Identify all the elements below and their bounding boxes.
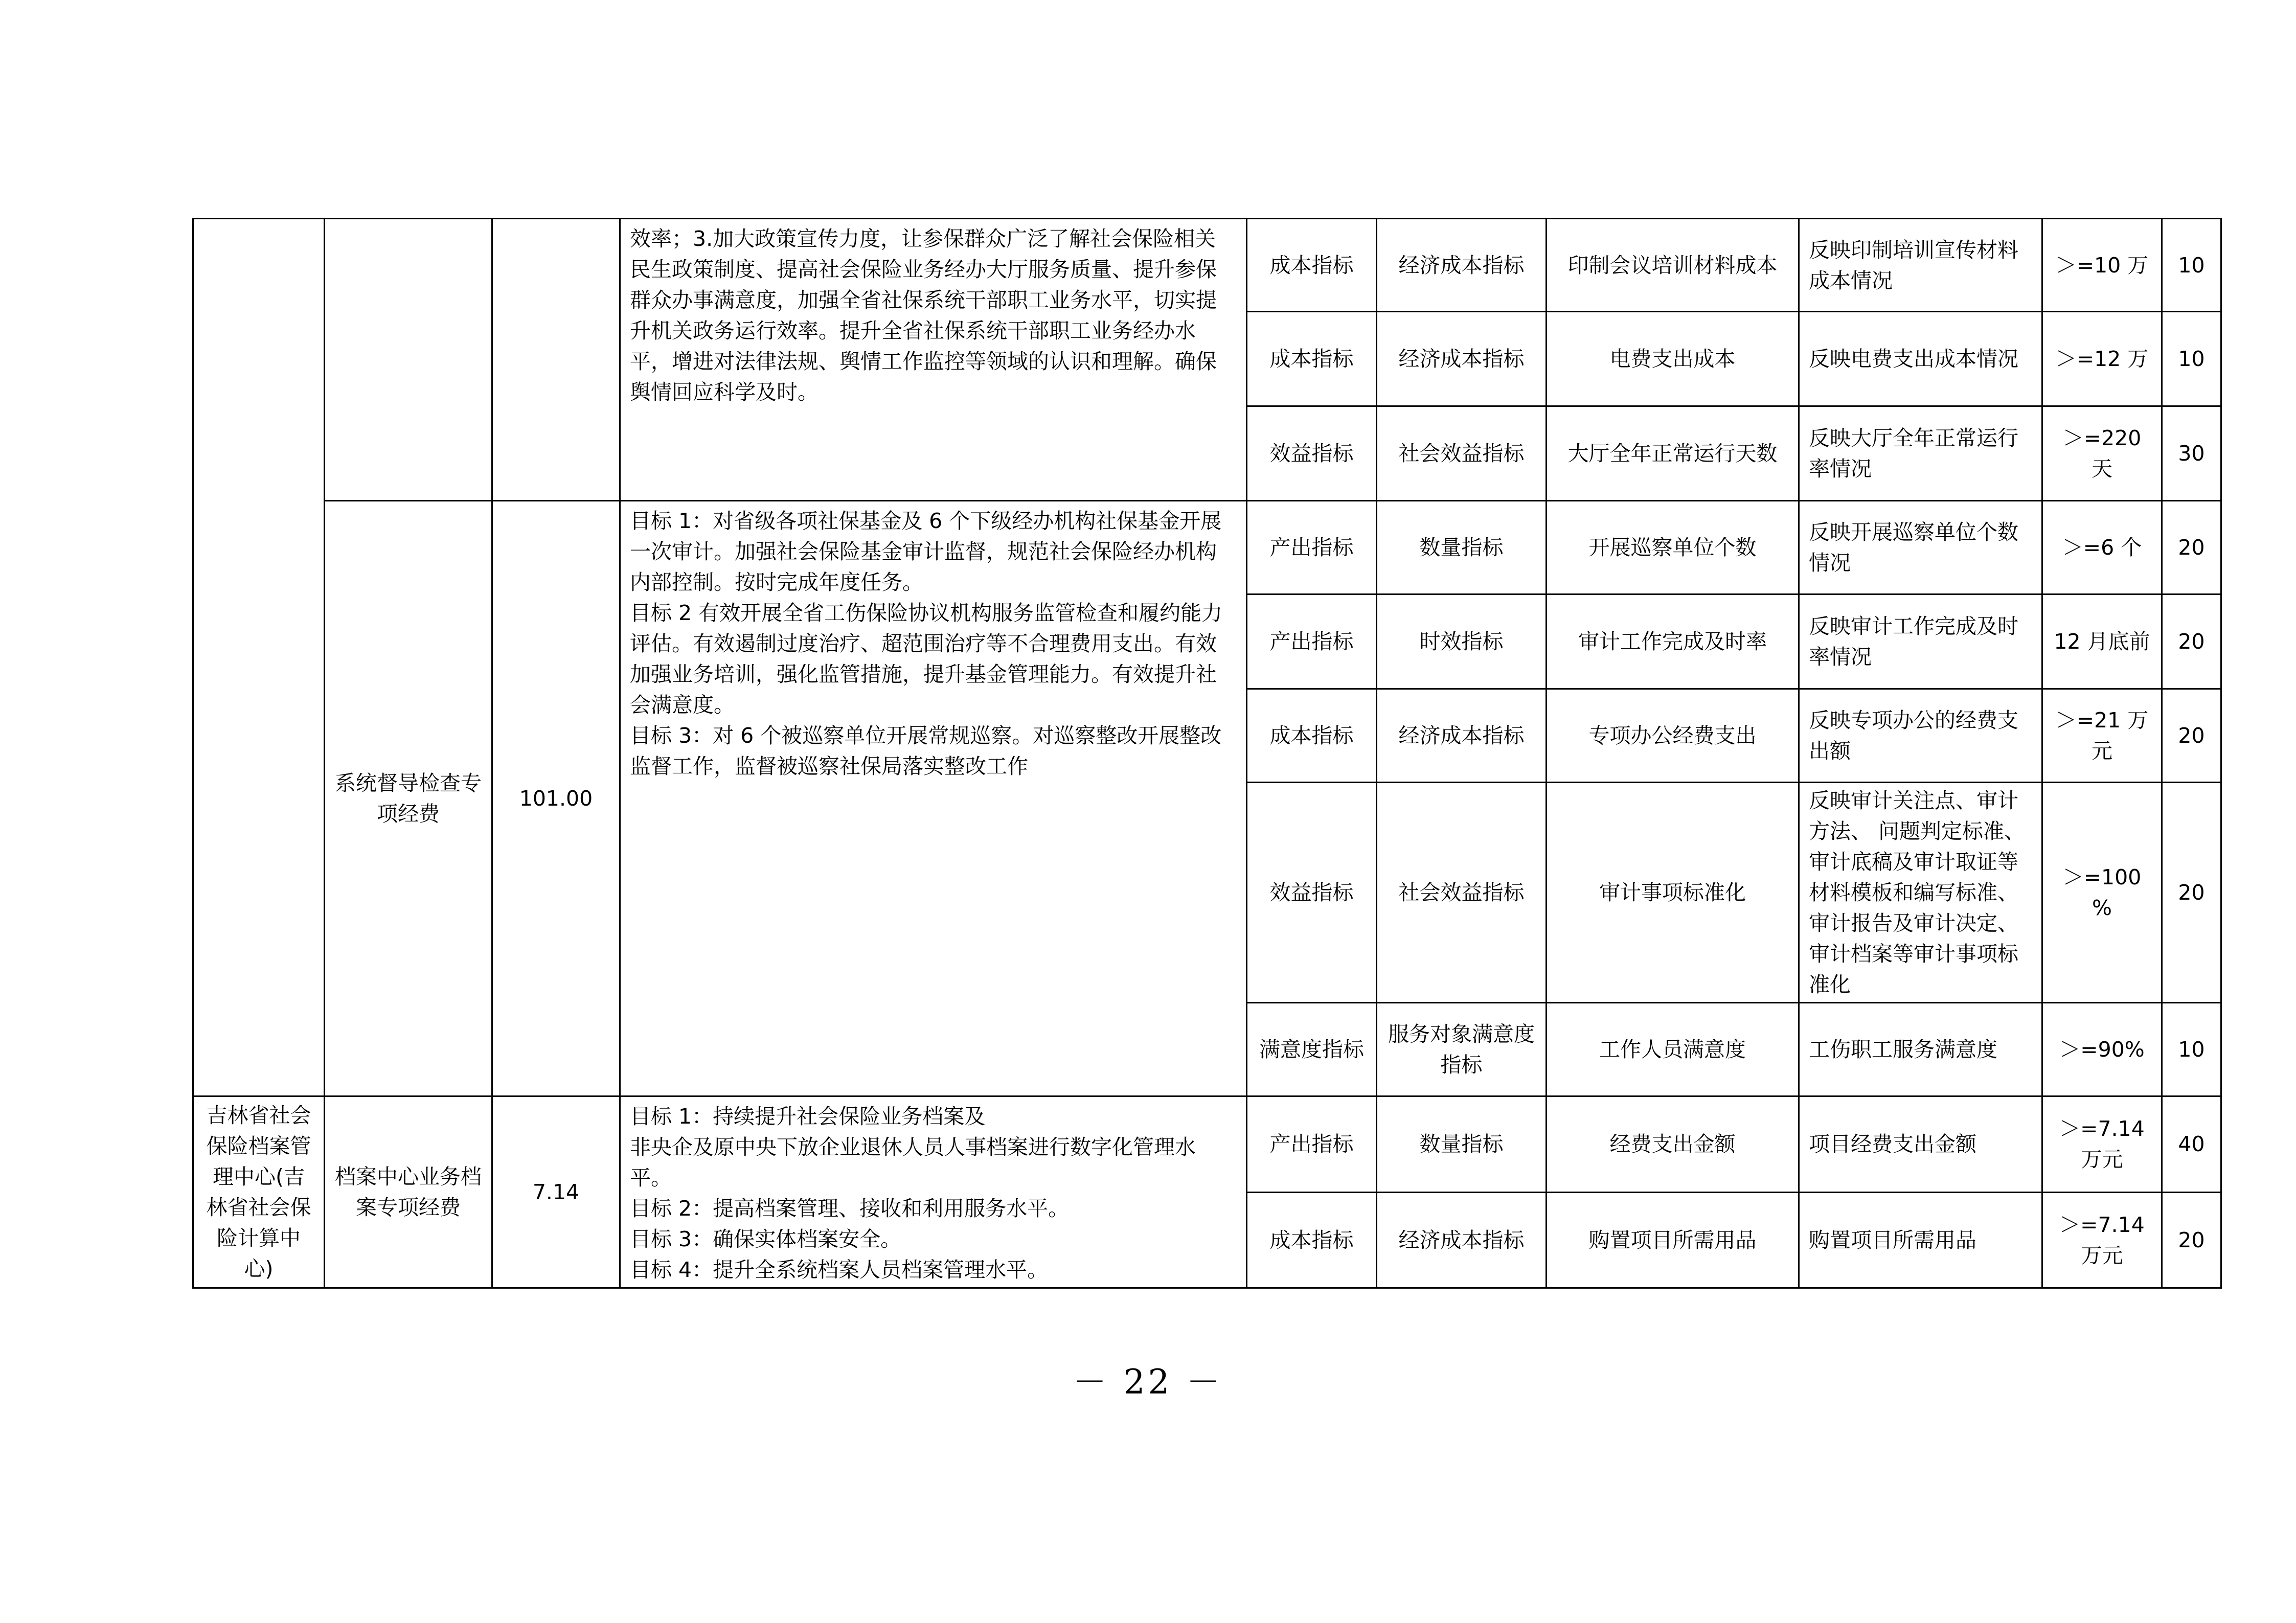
project-cell: 系统督导检查专项经费: [325, 501, 492, 1096]
level1-indicator: 成本指标: [1247, 312, 1377, 406]
indicator-target: ＞=100 %: [2042, 783, 2162, 1003]
indicator-target: ＞=90%: [2042, 1003, 2162, 1096]
indicator-target: 12 月底前: [2042, 595, 2162, 689]
level2-indicator: 经济成本指标: [1377, 1192, 1547, 1288]
level2-indicator: 经济成本指标: [1377, 689, 1547, 783]
level3-indicator: 开展巡察单位个数: [1547, 501, 1799, 595]
indicator-weight: 10: [2162, 312, 2221, 406]
level1-indicator: 效益指标: [1247, 406, 1377, 501]
indicator-description: 项目经费支出金额: [1799, 1096, 2042, 1193]
project-cell: 档案中心业务档案专项经费: [325, 1096, 492, 1288]
page-number: － 22 －: [1073, 1362, 1223, 1402]
level3-indicator: 印制会议培训材料成本: [1547, 219, 1799, 312]
indicator-description: 反映审计关注点、审计方法、 问题判定标准、审计底稿及审计取证等材料模板和编写标准、审计报告及审计决定、审计档案等审计事项标准化: [1799, 783, 2042, 1003]
level1-indicator: 效益指标: [1247, 783, 1377, 1003]
table-row: [193, 219, 2221, 312]
indicator-weight: 20: [2162, 1192, 2221, 1288]
level3-indicator: 审计事项标准化: [1547, 783, 1799, 1003]
indicator-description: 反映电费支出成本情况: [1799, 312, 2042, 406]
indicator-description: 反映开展巡察单位个数情况: [1799, 501, 2042, 595]
table-row: [193, 501, 2221, 595]
level2-indicator: 社会效益指标: [1377, 783, 1547, 1003]
level1-indicator: 产出指标: [1247, 595, 1377, 689]
indicator-target: ＞=220 天: [2042, 406, 2162, 501]
table-row: [193, 1096, 2221, 1193]
amount-cell: 101.00: [492, 501, 620, 1096]
indicator-target: ＞=12 万: [2042, 312, 2162, 406]
performance-indicator-table: [192, 218, 2222, 1289]
level1-indicator: 成本指标: [1247, 1192, 1377, 1288]
level1-indicator: 成本指标: [1247, 219, 1377, 312]
level2-indicator: 经济成本指标: [1377, 219, 1547, 312]
indicator-weight: 20: [2162, 689, 2221, 783]
level3-indicator: 工作人员满意度: [1547, 1003, 1799, 1096]
level2-indicator: 服务对象满意度指标: [1377, 1003, 1547, 1096]
level3-indicator: 购置项目所需用品: [1547, 1192, 1799, 1288]
level3-indicator: 电费支出成本: [1547, 312, 1799, 406]
project-cell: [325, 219, 492, 501]
level1-indicator: 满意度指标: [1247, 1003, 1377, 1096]
indicator-weight: 20: [2162, 501, 2221, 595]
level1-indicator: 产出指标: [1247, 1096, 1377, 1193]
department-cell: 吉林省社会保险档案管理中心(吉林省社会保险计算中心): [193, 1096, 325, 1288]
amount-cell: [492, 219, 620, 501]
indicator-description: 反映印制培训宣传材料成本情况: [1799, 219, 2042, 312]
indicator-weight: 10: [2162, 219, 2221, 312]
department-cell: [193, 219, 325, 1096]
indicator-target: ＞=6 个: [2042, 501, 2162, 595]
indicator-target: ＞=10 万: [2042, 219, 2162, 312]
level3-indicator: 专项办公经费支出: [1547, 689, 1799, 783]
goal-cell: 目标 1：对省级各项社保基金及 6 个下级经办机构社保基金开展一次审计。加强社会保险基金审计监督，规范社会保险经办机构内部控制。按时完成年度任务。 目标 2 有效开展全省工伤保险协议机构服务监管检查和履约能力评估。有效遏制过度治疗、超范围治疗等不合理费用支出。有效加强业务培训，强化监管措施，提升基金管理能力。有效提升社会满意度。 目标 3：对 6 个被巡察单位开展常规巡察。对巡察整改开展整改监督工作，监督被巡察社保局落实整改工作: [620, 501, 1247, 1096]
indicator-target: ＞=21 万元: [2042, 689, 2162, 783]
level2-indicator: 数量指标: [1377, 501, 1547, 595]
indicator-weight: 10: [2162, 1003, 2221, 1096]
indicator-description: 反映专项办公的经费支出额: [1799, 689, 2042, 783]
level3-indicator: 经费支出金额: [1547, 1096, 1799, 1193]
level1-indicator: 产出指标: [1247, 501, 1377, 595]
level2-indicator: 经济成本指标: [1377, 312, 1547, 406]
amount-cell: 7.14: [492, 1096, 620, 1288]
indicator-weight: 40: [2162, 1096, 2221, 1193]
level1-indicator: 成本指标: [1247, 689, 1377, 783]
level2-indicator: 时效指标: [1377, 595, 1547, 689]
indicator-description: 反映审计工作完成及时率情况: [1799, 595, 2042, 689]
indicator-description: 购置项目所需用品: [1799, 1192, 2042, 1288]
level3-indicator: 大厅全年正常运行天数: [1547, 406, 1799, 501]
goal-cell: 目标 1：持续提升社会保险业务档案及 非央企及原中央下放企业退休人员人事档案进行数字化管理水平。 目标 2：提高档案管理、接收和利用服务水平。 目标 3：确保实体档案安全。 目标 4：提升全系统档案人员档案管理水平。: [620, 1096, 1247, 1288]
indicator-target: ＞=7.14 万元: [2042, 1096, 2162, 1193]
level3-indicator: 审计工作完成及时率: [1547, 595, 1799, 689]
level2-indicator: 社会效益指标: [1377, 406, 1547, 501]
indicator-weight: 30: [2162, 406, 2221, 501]
indicator-weight: 20: [2162, 783, 2221, 1003]
level2-indicator: 数量指标: [1377, 1096, 1547, 1193]
indicator-description: 反映大厅全年正常运行率情况: [1799, 406, 2042, 501]
goal-cell: 效率；3.加大政策宣传力度，让参保群众广泛了解社会保险相关民生政策制度、提高社会保险业务经办大厅服务质量、提升参保群众办事满意度，加强全省社保系统干部职工业务水平，切实提升机关政务运行效率。提升全省社保系统干部职工业务经办水平，增进对法律法规、舆情工作监控等领域的认识和理解。确保舆情回应科学及时。: [620, 219, 1247, 501]
indicator-weight: 20: [2162, 595, 2221, 689]
indicator-target: ＞=7.14 万元: [2042, 1192, 2162, 1288]
indicator-description: 工伤职工服务满意度: [1799, 1003, 2042, 1096]
